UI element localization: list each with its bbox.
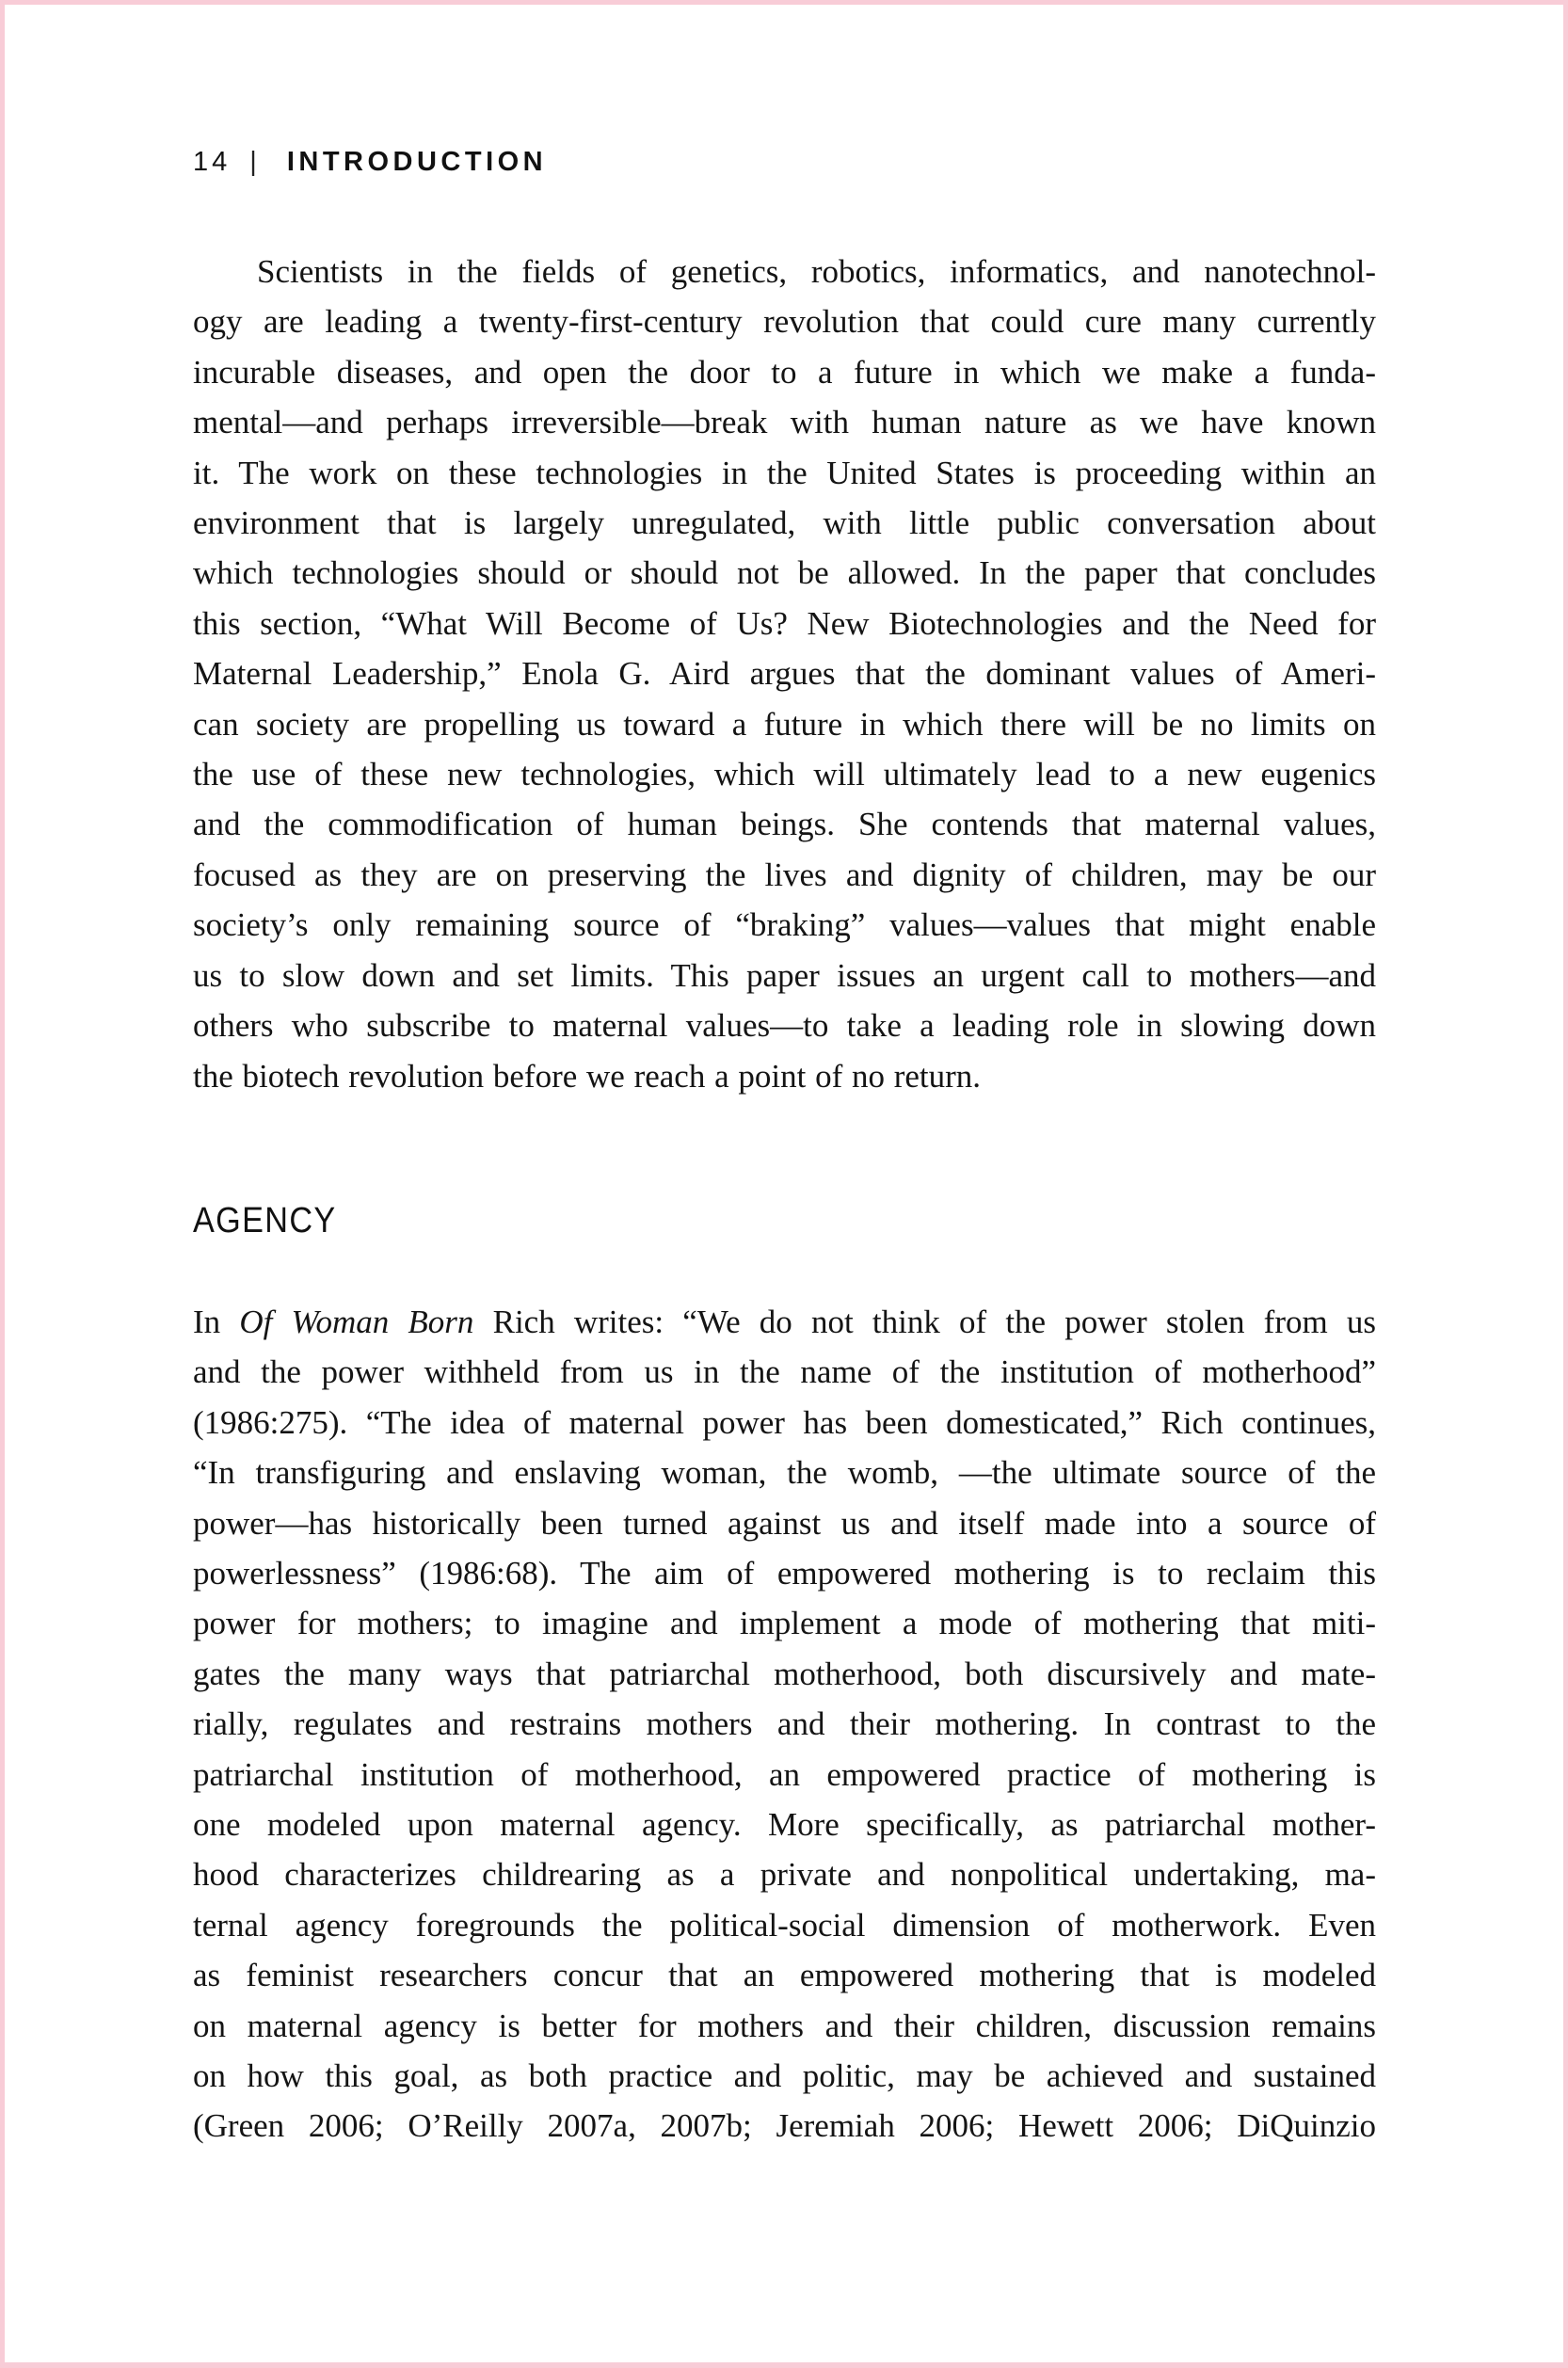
page-content [5,146,1563,2368]
running-header [193,146,1376,178]
text-line: mental—and perhaps irreversible—break with human nature as we have known [193,404,1376,441]
text-segment: In [193,1303,240,1340]
text-line: environment that is largely unregulated, with little public conversation about [193,504,1376,542]
text-line: “In transfiguring and enslaving woman, the womb, —the ultimate source of the [193,1454,1376,1492]
running-title: INTRODUCTION [286,147,548,177]
text-line: and the power withheld from us in the name of the institution of motherhood” [193,1353,1376,1391]
text-line: and the commodification of human beings. She contends that maternal values, [193,806,1376,843]
text-line: patriarchal institution of motherhood, an empowered practice of mothering is [193,1755,1376,1793]
header-separator: | [249,147,257,177]
text-line: can society are propelling us toward a future in which there will be no limits on [193,705,1376,743]
text-line: others who subscribe to maternal values—to take a leading role in slowing down [193,1007,1376,1045]
text-line: (Green 2006; O’Reilly 2007a, 2007b; Jeremiah 2006; Hewett 2006; DiQuinzio [193,2107,1376,2145]
text-segment: Rich writes: “We do not think of the power stolen from us [473,1303,1377,1340]
text-line: the biotech revolution before we reach a point of no return. [193,1057,982,1095]
text-line: society’s only remaining source of “braking” values—values that might enable [193,906,1376,944]
text-line: as feminist researchers concur that an empowered mothering that is modeled [193,1957,1376,1994]
text-line: this section, “What Will Become of Us? New Biotechnologies and the Need for [193,604,1376,642]
text-line: it. The work on these technologies in the United States is proceeding within an [193,454,1376,491]
text-line: rially, regulates and restrains mothers and their mothering. In contrast to the [193,1705,1376,1743]
text-line [193,1297,1376,1347]
text-line: power for mothers; to imagine and implement a mode of mothering that miti- [193,1605,1376,1642]
text-line: ternal agency foregrounds the political-social dimension of motherwork. Even [193,1906,1376,1944]
text-line: hood characterizes childrearing as a private and nonpolitical undertaking, ma- [193,1856,1376,1894]
text-line: focused as they are on preserving the lives and dignity of children, may be our [193,856,1376,893]
section-heading: AGENCY [193,1200,337,1240]
text-line: Scientists in the fields of genetics, robotics, informatics, and nanotechnol- [257,253,1376,290]
text-line: gates the many ways that patriarchal motherhood, both discursively and mate- [193,1655,1376,1692]
text-line: on maternal agency is better for mothers and their children, discussion remains [193,2007,1376,2044]
text-line: which technologies should or should not be allowed. In the paper that concludes [193,554,1376,592]
page-number: 14 [193,147,232,177]
intro-paragraph [193,247,1376,1101]
text-line: one modeled upon maternal agency. More specifically, as patriarchal mother- [193,1805,1376,1843]
agency-paragraph [193,1297,1376,2152]
italic-book-title: Of Woman Born [239,1303,474,1340]
text-line: us to slow down and set limits. This paper issues an urgent call to mothers—and [193,956,1376,994]
text-line: the use of these new technologies, which will ultimately lead to a new eugenics [193,756,1376,793]
text-line: incurable diseases, and open the door to a future in which we make a funda- [193,353,1376,391]
text-line: ogy are leading a twenty-first-century revolution that could cure many currently [193,303,1376,341]
text-line: Maternal Leadership,” Enola G. Aird argues that the dominant values of Ameri- [193,655,1376,693]
text-line: power—has historically been turned against us and itself made into a source of [193,1504,1376,1542]
text-line: on how this goal, as both practice and politic, may be achieved and sustained [193,2057,1376,2094]
text-line: (1986:275). “The idea of maternal power has been domesticated,” Rich continues, [193,1403,1376,1441]
text-line: powerlessness” (1986:68). The aim of empowered mothering is to reclaim this [193,1554,1376,1592]
